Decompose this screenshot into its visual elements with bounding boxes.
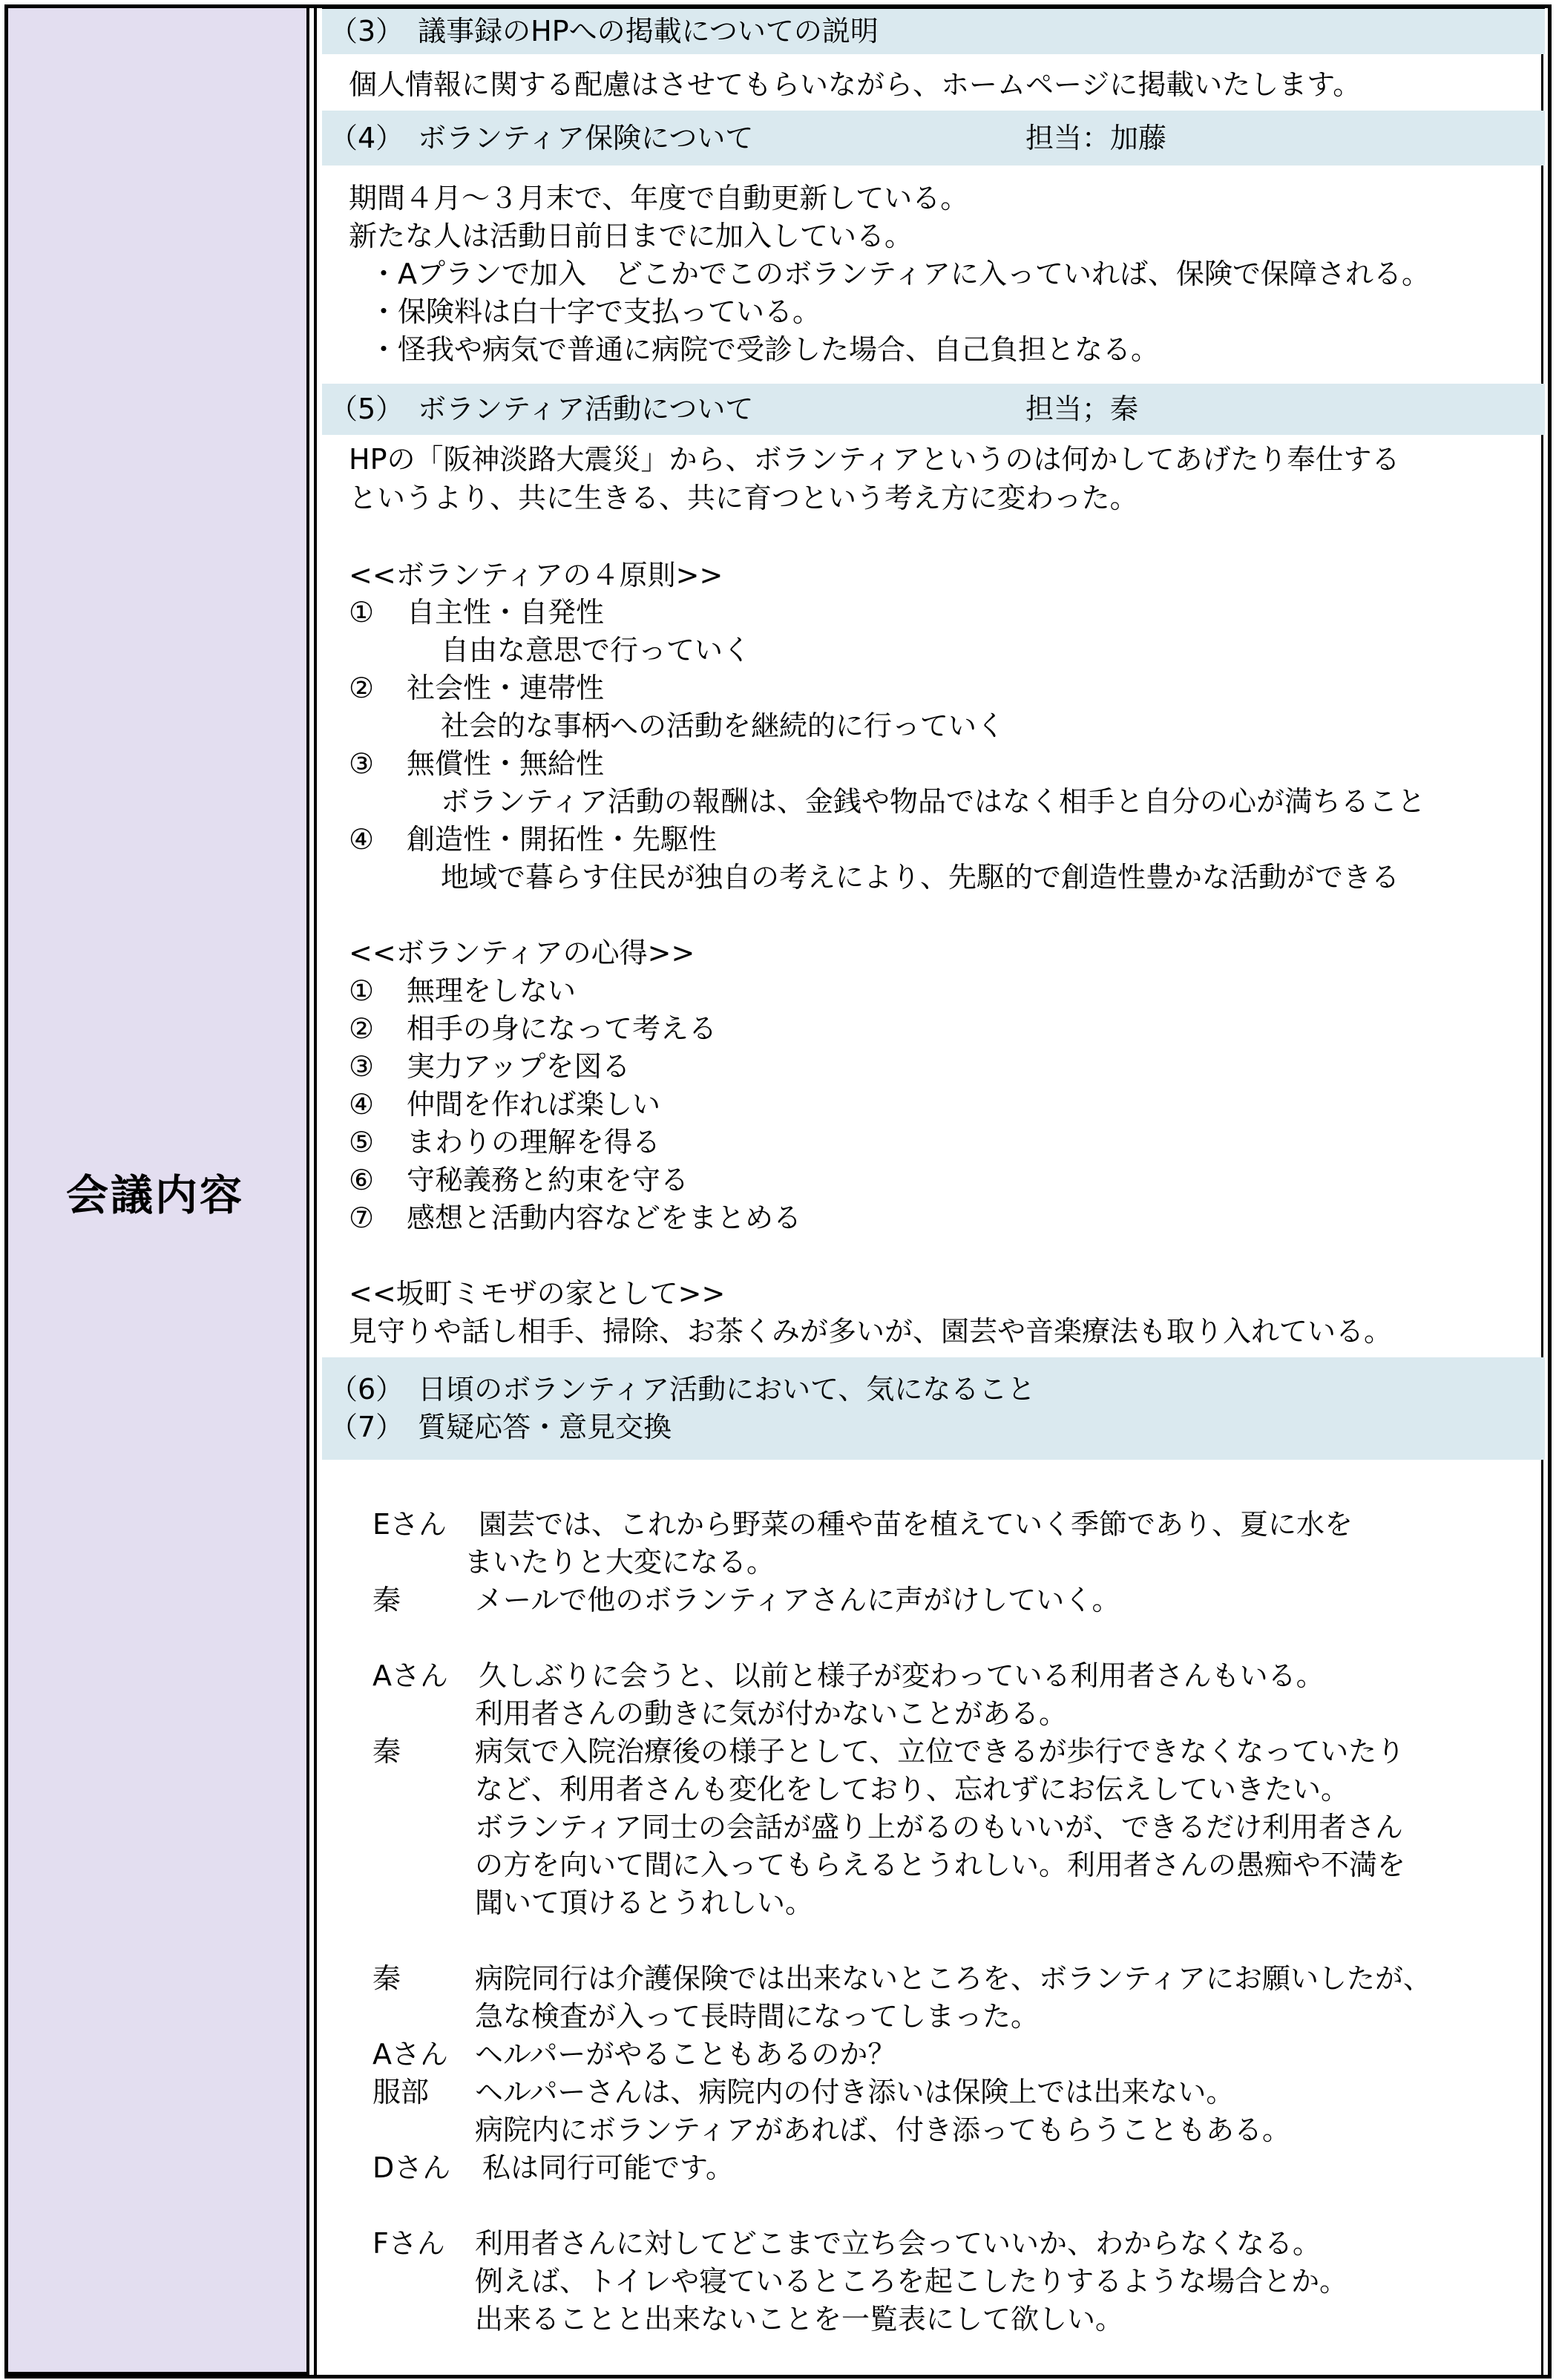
principle-num: ① [349, 596, 375, 629]
tip-num: ② [349, 1012, 375, 1045]
tip-text: 実力アップを図る [407, 1050, 631, 1083]
section-6-heading: （6） 日頃のボランティア活動において、気になること [329, 1373, 1036, 1406]
qa-line: 急な検査が入って長時間になってしまった。 [475, 2000, 1040, 2033]
section-4-heading: （4） ボランティア保険について [329, 122, 754, 154]
qa-speaker: Aさん [372, 1659, 448, 1692]
tip-num: ③ [349, 1050, 375, 1083]
tip-text: 感想と活動内容などをまとめる [407, 1202, 802, 1234]
qa-speaker: Dさん [372, 2151, 451, 2184]
qa-line: 園芸では、これから野菜の種や苗を植えていく季節であり、夏に水を [479, 1508, 1353, 1541]
qa-line: 私は同行可能です。 [482, 2151, 734, 2184]
section-5-intro: HPの「阪神淡路大震災」から、ボランティアというのは何かしてあげたり奉仕する [349, 443, 1400, 476]
section-4-line: 期間４月～３月末で、年度で自動更新している。 [349, 182, 969, 214]
qa-speaker: 服部 [372, 2076, 430, 2108]
qa-line: 病院同行は介護保険では出来ないところを、ボランティアにお願いしたが、 [475, 1962, 1431, 1995]
tip-num: ⑦ [349, 1202, 375, 1234]
principle-num: ③ [349, 747, 375, 780]
principle-title: 無償性・無給性 [407, 747, 605, 780]
house-title: <<坂町ミモザの家として>> [349, 1277, 726, 1310]
qa-speaker: Eさん [372, 1508, 447, 1541]
qa-line: 病院内にボランティアがあれば、付き添ってもらうこともある。 [475, 2114, 1290, 2146]
principle-title: 社会性・連帯性 [407, 672, 605, 704]
qa-line: の方を向いて間に入ってもらえるとうれしい。利用者さんの愚痴や不満を [475, 1849, 1406, 1881]
section-4-line: ・Aプランで加入 どこかでこのボランティアに入っていれば、保険で保障される。 [370, 258, 1430, 290]
qa-line: など、利用者さんも変化をしており、忘れずにお伝えしていきたい。 [475, 1773, 1350, 1806]
section-4-line: ・保険料は白十字で支払っている。 [370, 295, 821, 328]
section-4-line: ・怪我や病気で普通に病院で受診した場合、自己負担となる。 [370, 333, 1160, 366]
qa-line: 病気で入院治療後の様子として、立位できるが歩行できなくなっていたり [475, 1735, 1405, 1768]
section-7-heading: （7） 質疑応答・意見交換 [329, 1411, 672, 1443]
top-border [322, 7, 1545, 9]
tips-title: <<ボランティアの心得>> [349, 937, 695, 969]
qa-line: ヘルパーがやることもあるのか？ [475, 2038, 896, 2071]
qa-line: メールで他のボランティアさんに声がけしていく。 [475, 1584, 1120, 1616]
principle-num: ④ [349, 823, 375, 856]
meeting-content-label: 会議内容 [66, 1171, 244, 1220]
principle-desc: 地域で暮らす住民が独自の考えにより、先駆的で創造性豊かな活動ができる [441, 861, 1400, 894]
qa-line: 利用者さんの動きに気が付かないことがある。 [475, 1697, 1068, 1730]
principle-title: 創造性・開拓性・先駆性 [407, 823, 718, 856]
tip-num: ① [349, 974, 375, 1007]
section-4-line: 新たな人は活動日前日までに加入している。 [349, 220, 913, 252]
qa-line: 聞いて頂けるとうれしい。 [475, 1886, 814, 1919]
tip-text: 相手の身になって考える [407, 1012, 718, 1045]
qa-line: 例えば、トイレや寝ているところを起こしたりするような場合とか。 [475, 2265, 1348, 2298]
tip-text: 仲間を作れば楽しい [407, 1088, 661, 1121]
qa-speaker: 秦 [372, 1735, 401, 1768]
house-text: 見守りや話し相手、掃除、お茶くみが多いが、園芸や音楽療法も取り入れている。 [349, 1315, 1393, 1348]
right-inner-border [1541, 4, 1543, 2376]
qa-line: ヘルパーさんは、病院内の付き添いは保険上では出来ない。 [475, 2076, 1235, 2108]
tip-text: 無理をしない [407, 974, 577, 1007]
tip-text: 守秘義務と約束を守る [407, 1164, 689, 1196]
section-5-intro: というより、共に生きる、共に育つという考え方に変わった。 [349, 482, 1138, 514]
section-3-heading: （3） 議事録のHPへの掲載についての説明 [329, 15, 879, 47]
tip-text: まわりの理解を得る [407, 1126, 661, 1158]
principle-num: ② [349, 672, 375, 704]
qa-line: ボランティア同士の会話が盛り上がるのもいいが、できるだけ利用者さん [475, 1811, 1403, 1843]
section-5-heading: （5） ボランティア活動について [329, 393, 754, 425]
qa-speaker: Aさん [372, 2038, 448, 2071]
qa-speaker: 秦 [372, 1962, 401, 1995]
qa-line: まいたりと大変になる。 [464, 1546, 775, 1579]
principle-title: 自主性・自発性 [407, 596, 605, 629]
qa-line: 久しぶりに会うと、以前と様子が変わっている利用者さんもいる。 [479, 1659, 1324, 1692]
section-5-owner: 担当；秦 [1025, 393, 1139, 425]
section-3-body: 個人情報に関する配慮はさせてもらいながら、ホームページに掲載いたします。 [349, 68, 1362, 101]
section-4-owner: 担当：加藤 [1025, 122, 1167, 154]
principle-desc: 自由な意思で行っていく [441, 634, 752, 666]
tip-num: ④ [349, 1088, 375, 1121]
tip-num: ⑥ [349, 1164, 375, 1196]
tip-num: ⑤ [349, 1126, 375, 1158]
qa-speaker: 秦 [372, 1584, 401, 1616]
qa-line: 出来ることと出来ないことを一覧表にして欲しい。 [475, 2303, 1124, 2335]
qa-line: 利用者さんに対してどこまで立ち会っていいか、わからなくなる。 [475, 2227, 1322, 2260]
principle-desc: ボランティア活動の報酬は、金銭や物品ではなく相手と自分の心が満ちること [441, 785, 1425, 818]
qa-speaker: Fさん [372, 2227, 445, 2260]
principle-desc: 社会的な事柄への活動を継続的に行っていく [441, 709, 1005, 742]
principles-title: <<ボランティアの４原則>> [349, 559, 723, 591]
